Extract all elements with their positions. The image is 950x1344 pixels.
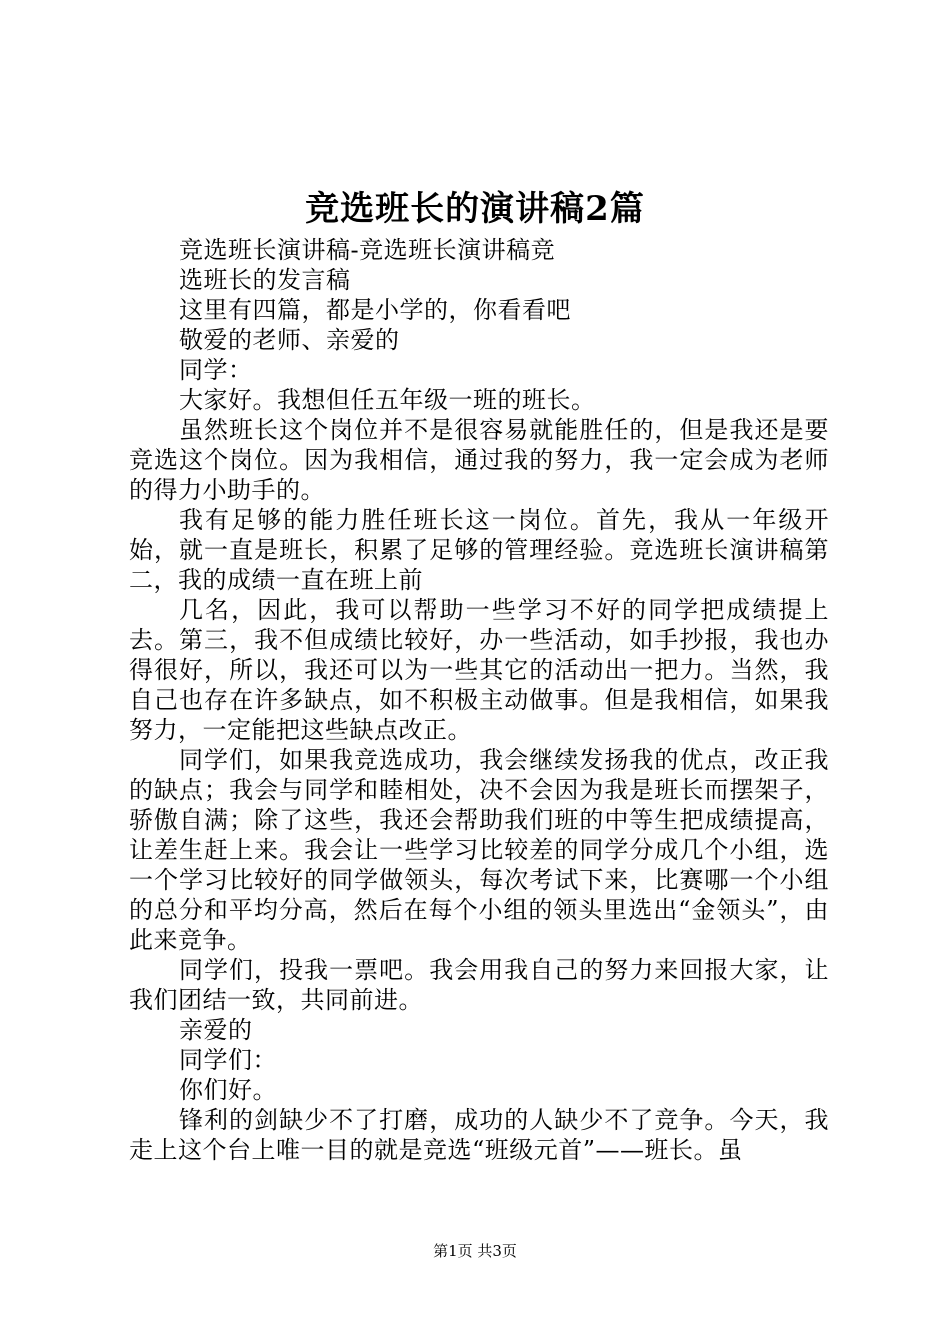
page-number-footer: 第1页 共3页 xyxy=(433,1242,517,1260)
paragraph: 你们好。 xyxy=(179,1076,277,1104)
paragraph: 大家好。我想但任五年级一班的班长。 xyxy=(179,386,596,414)
paragraph: 虽然班长这个岗位并不是很容易就能胜任的，但是我还是要竞选这个岗位。因为我相信，通过我的努力，我一定会成为老师的得力小助手的。 xyxy=(129,416,829,504)
paragraph: 敬爱的老师、亲爱的 xyxy=(179,326,400,354)
paragraph: 亲爱的 xyxy=(179,1016,253,1044)
paragraph: 同学们： xyxy=(179,1046,277,1074)
document-body xyxy=(129,235,829,1165)
paragraph: 几名，因此，我可以帮助一些学习不好的同学把成绩提上去。第三，我不但成绩比较好，办一些活动，如手抄报，我也办得很好，所以，我还可以为一些其它的活动出一把力。当然，我自己也存在许多缺点，如不积极主动做事。但是我相信，如果我努力，一定能把这些缺点改正。 xyxy=(129,596,829,744)
paragraph: 同学们，如果我竞选成功，我会继续发扬我的优点，改正我的缺点；我会与同学和睦相处，决不会因为我是班长而摆架子，骄傲自满；除了这些，我还会帮助我们班的中等生把成绩提高，让差生赶上来。我会让一些学习比较差的同学分成几个小组，选一个学习比较好的同学做领头，每次考试下来，比赛哪一个小组的总分和平均分高，然后在每个小组的领头里选出“金领头”，由此来竞争。 xyxy=(129,746,829,954)
paragraph: 我有足够的能力胜任班长这一岗位。首先，我从一年级开始，就一直是班长，积累了足够的管理经验。竞选班长演讲稿第二，我的成绩一直在班上前 xyxy=(129,506,829,594)
paragraph: 同学： xyxy=(179,356,253,384)
paragraph: 竞选班长演讲稿-竞选班长演讲稿竞 xyxy=(179,236,556,264)
paragraph: 锋利的剑缺少不了打磨，成功的人缺少不了竞争。今天，我走上这个台上唯一目的就是竞选“班级元首”——班长。虽 xyxy=(129,1106,829,1164)
paragraph: 选班长的发言稿 xyxy=(179,266,351,294)
document-title: 竞选班长的演讲稿2篇 xyxy=(305,189,645,229)
paragraph: 同学们，投我一票吧。我会用我自己的努力来回报大家，让我们团结一致，共同前进。 xyxy=(129,956,829,1014)
paragraph: 这里有四篇，都是小学的，你看看吧 xyxy=(179,296,571,324)
